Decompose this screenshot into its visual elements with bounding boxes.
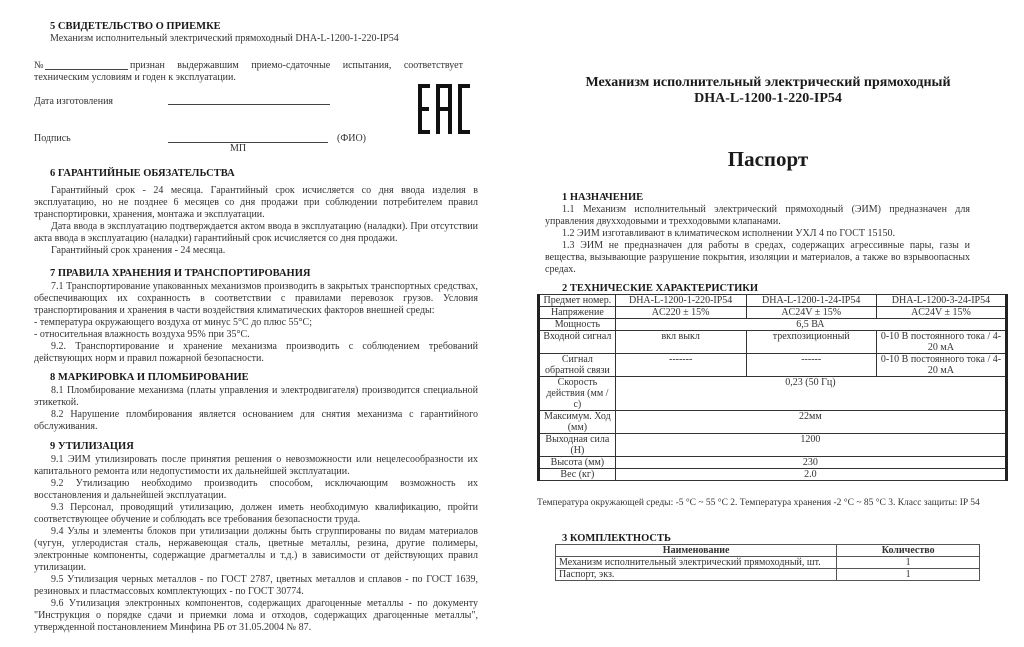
row-label: Вес (кг) [539,469,616,481]
warranty-paragraph-3: Гарантийный срок хранения - 24 месяца. [51,245,226,256]
row-label: Высота (мм) [539,457,616,469]
product-title-line-2: DHA-L-1200-1-220-IP54 [694,91,842,106]
row-label: Напряжение [539,307,616,319]
kit-item-qty: 1 [837,557,980,569]
acceptance-no-prefix: № [34,60,44,71]
model-header: DHA-L-1200-1-220-IP54 [615,295,746,307]
table-row [539,411,1007,434]
purpose-paragraph-1: 1.1 Механизм исполнительный электрический прямоходный (ЭИМ) предназначен для управления двухходовыми и трехходовыми клапанами. [545,204,970,227]
section-6-heading: 6 ГАРАНТИЙНЫЕ ОБЯЗАТЕЛЬСТВА [50,168,235,179]
serial-number-line [45,69,128,70]
kit-item-name: Механизм исполнительный электрический прямоходный, шт. [556,557,837,569]
disposal-paragraph-6: 9.6 Утилизация электронных компонентов, содержащих драгоценные металлы - по документу "Инструкция о порядке сдачи и приемки лома и отходов, содержащих драгоценные металлы", утвержденной постановлением Минфина РБ от 31.05.2004 № 87. [34,598,478,633]
table-row [539,354,1007,377]
column-header-name: Наименование [556,545,837,557]
signature-line [168,142,328,143]
row-label: Скорость действия (мм / с) [539,377,616,411]
marking-paragraph-1: 8.1 Пломбирование механизма (платы управления и электродвигателя) производится специальной этикеткой. [34,385,478,408]
storage-paragraph-2: 9.2. Транспортирование и хранение механизма производить с соблюдением требований действующих норм и правил пожарной безопасности. [34,341,478,364]
row-label: Входной сигнал [539,331,616,354]
disposal-paragraph-2: 9.2 Утилизацию необходимо производить способом, исключающим возможность их восстановления и дальнейшей эксплуатации. [34,478,478,501]
disposal-paragraph-1: 9.1 ЭИМ утилизировать после принятия решения о невозможности или нецелесообразности их капитального ремонта или недопустимости их дальнейшей эксплуатации. [34,454,478,477]
fio-label: (ФИО) [337,133,367,144]
section-5-heading: 5 СВИДЕТЕЛЬСТВО О ПРИЕМКЕ [50,21,221,32]
signature-label: Подпись [34,133,71,144]
acceptance-text-2: техническим условиям и годен к эксплуатации. [34,72,236,83]
section-7-heading: 7 ПРАВИЛА ХРАНЕНИЯ И ТРАНСПОРТИРОВАНИЯ [50,268,311,279]
section-2-heading: 2 ТЕХНИЧЕСКИЕ ХАРАКТЕРИСТИКИ [562,283,759,294]
row-label: Мощность [539,319,616,331]
manufacture-date-label: Дата изготовления [34,96,114,107]
product-title [512,75,1024,107]
product-title-line-1: Механизм исполнительный электрический прямоходный [585,75,951,90]
model-header: DHA-L-1200-1-24-IP54 [746,295,876,307]
specs-note: Температура окружающей среды: -5 °С ~ 55 °С 2. Температура хранения -2 °С ~ 85 °С 3. Класс защиты: IP 54 [537,498,980,508]
kit-item-name: Паспорт, экз. [556,569,837,581]
cell: 2.0 [615,469,1006,481]
cell: 6,5 ВА [615,319,1006,331]
right-page [512,0,1024,647]
disposal-paragraph-3: 9.3 Персонал, проводящий утилизацию, должен иметь необходимую квалификацию, пройти соответствующее обучение и соблюдать все требования безопасности труда. [34,502,478,525]
table-header-row [556,545,980,557]
section-8-body [34,385,478,433]
section-9-body [34,454,478,634]
section-3-heading: 3 КОМПЛЕКТНОСТЬ [562,533,671,544]
section-9-heading: 9 УТИЛИЗАЦИЯ [50,441,134,452]
table-row [539,319,1007,331]
section-1-heading: 1 НАЗНАЧЕНИЕ [562,192,644,203]
stamp-label: МП [230,143,247,154]
section-6-body [34,185,478,257]
section-8-heading: 8 МАРКИРОВКА И ПЛОМБИРОВАНИЕ [50,372,249,383]
table-row [539,377,1007,411]
marking-paragraph-2: 8.2 Нарушение пломбирования является основанием для снятия механизма с гарантийного обслуживания. [34,409,478,432]
cell: AC24V ± 15% [746,307,876,319]
row-label: Выходная сила (Н) [539,434,616,457]
row-label: Предмет номер. [539,295,616,307]
storage-bullet-1: - температура окружающего воздуха от минус 5°С до плюс 55°С; [34,317,312,328]
warranty-paragraph-2: Дата ввода в эксплуатацию подтверждается актом ввода в эксплуатацию (наладки). При отсутствии акта ввода в эксплуатацию (наладки) гарантийный срок исчисляется со дня продажи. [34,221,478,244]
disposal-paragraph-4: 9.4 Узлы и элементы блоков при утилизации должны быть сгруппированы по видам материалов (чугун, углеродистая сталь, нержавеющая сталь, цветные металлы, резина, другие полимеры, электронные компоненты, содержащие драгметаллы и т.д.) в зависимости от действующих правил утилизации. [34,526,478,573]
warranty-paragraph-1: Гарантийный срок - 24 месяца. Гарантийный срок исчисляется со дня ввода изделия в эксплуатацию, но не позднее 6 месяцев со дня продажи при соблюдении потребителем правил транспортировки, хранения, монтажа и эксплуатации. [34,185,478,220]
specs-table [537,294,1008,481]
cell: ------- [615,354,746,377]
table-row [539,457,1007,469]
table-row [539,331,1007,354]
kit-table [555,544,980,581]
table-row [556,569,980,581]
table-row [539,295,1007,307]
section-1-body [545,204,970,276]
model-header: DHA-L-1200-3-24-IP54 [876,295,1006,307]
cell: 0-10 В постоянного тока / 4-20 мА [876,354,1006,377]
eac-mark-icon [418,84,472,134]
table-row [539,307,1007,319]
manufacture-date-line [168,104,330,105]
table-row [539,434,1007,457]
storage-paragraph-1: 7.1 Транспортирование упакованных механизмов производить в закрытых транспортных средствах, обеспечивающих их сохранность в соответствии с правилами перевозок грузов. Условия транспортирования и хранения в части воздействия климатических факторов внешней среды: [34,281,478,316]
cell: AC24V ± 15% [876,307,1006,319]
cell: 1200 [615,434,1006,457]
cell: AC220 ± 15% [615,307,746,319]
storage-bullet-2: - относительная влажность воздуха 95% при 35°С. [34,329,250,340]
row-label: Сигнал обратной связи [539,354,616,377]
purpose-paragraph-2: 1.2 ЭИМ изготавливают в климатическом исполнении УХЛ 4 по ГОСТ 15150. [562,228,895,239]
disposal-paragraph-5: 9.5 Утилизация черных металлов - по ГОСТ 2787, цветных металлов и сплавов - по ГОСТ 1639, резиновых и пластмассовых комплектующих - по ГОСТ 30774. [34,574,478,597]
table-row [539,469,1007,481]
table-row [556,557,980,569]
row-label: Максимум. Ход (мм) [539,411,616,434]
column-header-qty: Количество [837,545,980,557]
cell: ------ [746,354,876,377]
cell: 0,23 (50 Гц) [615,377,1006,411]
cell: вкл выкл [615,331,746,354]
acceptance-product: Механизм исполнительный электрический прямоходный DHA-L-1200-1-220-IP54 [50,33,399,44]
document-title: Паспорт [727,147,809,171]
cell: трехпозиционный [746,331,876,354]
purpose-paragraph-3: 1.3 ЭИМ не предназначен для работы в средах, содержащих агрессивные пары, газы и вещества, вызывающие разрушение покрытия, изоляции и материалов, а также во взрывоопасных средах. [545,240,970,275]
cell: 22мм [615,411,1006,434]
section-7-body [34,281,478,365]
cell: 0-10 В постоянного тока / 4-20 мА [876,331,1006,354]
kit-item-qty: 1 [837,569,980,581]
acceptance-text-1: признан выдержавшим приемо-сдаточные испытания, соответствует [130,60,463,71]
cell: 230 [615,457,1006,469]
